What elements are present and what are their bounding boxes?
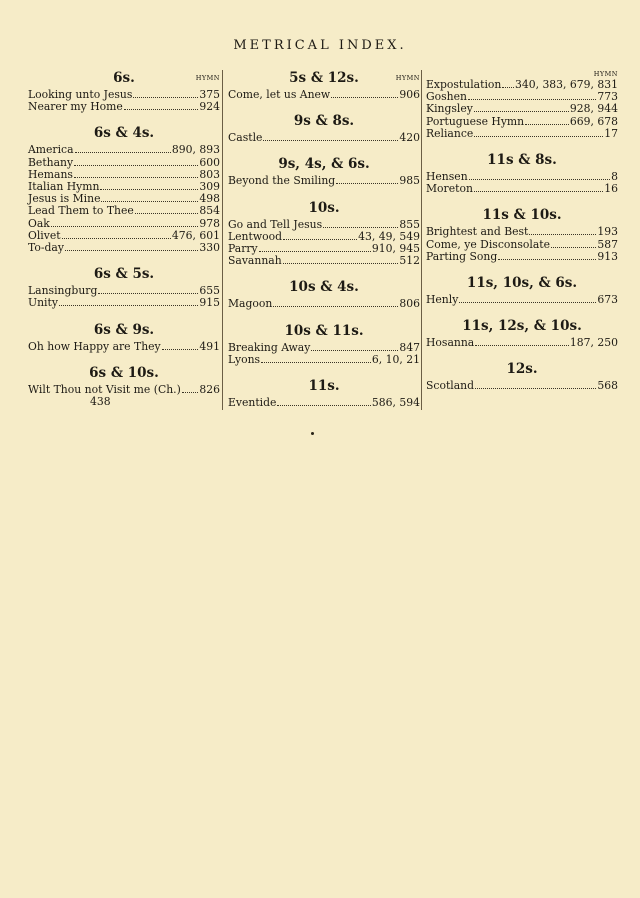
hymn-number: 913 <box>597 249 618 263</box>
hymn-number: 978 <box>199 216 220 230</box>
index-entry <box>228 219 420 231</box>
dot-leader <box>475 345 569 346</box>
hymn-number: 655 <box>199 284 220 298</box>
section-heading <box>426 361 618 377</box>
tune-name: Jesus is Mine <box>28 192 101 206</box>
dot-leader <box>74 165 198 166</box>
dot-leader <box>273 306 398 307</box>
dot-leader <box>261 362 371 363</box>
index-entry <box>426 128 618 140</box>
tune-name: Breaking Away <box>228 340 311 354</box>
dot-leader <box>474 136 603 137</box>
dot-leader <box>59 305 198 306</box>
hymn-number: 910, 945 <box>371 242 420 256</box>
dot-leader <box>529 234 596 235</box>
index-entry <box>228 255 420 267</box>
hymn-number: 600 <box>199 155 220 169</box>
page-title: METRICAL INDEX. <box>233 38 407 53</box>
hymn-number: 906 <box>399 88 420 101</box>
hymn-number: 568 <box>597 379 618 393</box>
tune-name: Parting Song <box>426 249 498 263</box>
dot-leader <box>469 179 610 180</box>
tune-name: Expostulation <box>426 78 502 91</box>
index-entry <box>426 251 618 263</box>
section-heading-text: 10s. <box>308 199 340 216</box>
tune-name: Moreton <box>426 182 473 196</box>
section-heading-text: 6s & 5s. <box>93 266 155 283</box>
tune-name: Unity <box>28 296 58 310</box>
index-column-1 <box>28 70 220 408</box>
section-heading <box>228 70 420 86</box>
hymn-number: 669, 678 <box>569 114 618 128</box>
dot-leader <box>277 405 370 406</box>
section-heading <box>28 125 220 141</box>
tune-name: Castle <box>228 131 263 145</box>
tune-name: Savannah <box>228 254 282 268</box>
section-heading-text: 5s & 12s. <box>289 70 359 86</box>
index-entry <box>28 218 220 230</box>
index-column-2 <box>228 70 420 409</box>
tune-name: Hensen <box>426 170 468 184</box>
section-heading <box>28 365 220 381</box>
index-entry <box>426 183 618 195</box>
dot-leader <box>62 238 171 239</box>
tune-name: America <box>28 143 74 157</box>
tune-name: Magoon <box>228 297 273 311</box>
section-heading-text: 6s & 10s. <box>89 364 159 381</box>
tune-name: Kingsley <box>426 102 473 116</box>
section-heading-text: 11s & 10s. <box>482 207 562 224</box>
dot-leader <box>311 350 398 351</box>
hymn-number: 806 <box>399 297 420 311</box>
dot-leader <box>259 251 371 252</box>
section-heading-text: 11s. <box>308 378 340 395</box>
hymn-number: 803 <box>199 167 220 181</box>
hymn-number: 8 <box>611 170 618 184</box>
hymn-number: 17 <box>604 126 618 140</box>
index-entry <box>28 297 220 309</box>
tune-name: Lyons <box>228 352 261 366</box>
tune-name: Henly <box>426 293 459 307</box>
tune-name: Lansingburg <box>28 284 98 298</box>
tune-name: Portuguese Hymn <box>426 114 525 128</box>
section-heading <box>228 279 420 295</box>
dot-leader <box>263 140 398 141</box>
dot-leader <box>498 259 596 260</box>
section-heading <box>228 113 420 129</box>
hymn-number: 43, 49, 549 <box>358 229 420 243</box>
index-entry <box>228 175 420 187</box>
section-heading <box>228 200 420 216</box>
hymn-number: 847 <box>399 340 420 354</box>
hymn-number: 985 <box>399 174 420 188</box>
dot-leader <box>98 293 198 294</box>
hymn-column-label: HYMN <box>593 70 618 78</box>
tune-name: To-day <box>28 241 64 255</box>
dot-leader <box>474 111 569 112</box>
dot-leader <box>51 226 199 227</box>
section-heading-text: 11s & 8s. <box>487 152 557 169</box>
tune-name: Italian Hymn <box>28 180 100 194</box>
page-number: 438 <box>90 395 111 409</box>
tune-name: Oh how Happy are They <box>28 339 161 353</box>
index-entry <box>426 226 618 238</box>
dot-leader <box>74 177 198 178</box>
tune-name: Oak <box>28 216 50 230</box>
hymn-column-label: HYMN <box>195 74 220 82</box>
section-heading-text: 6s. <box>113 70 135 86</box>
dot-leader <box>133 97 198 98</box>
hymn-number: 826 <box>199 382 220 396</box>
section-heading <box>426 275 618 291</box>
index-entry <box>28 144 220 156</box>
hymn-column-label: HYMN <box>395 74 420 82</box>
dot-leader <box>135 213 199 214</box>
printer-mark <box>311 432 314 435</box>
index-entry <box>426 337 618 349</box>
tune-name: Brightest and Best <box>426 225 529 239</box>
index-entry <box>28 205 220 217</box>
index-entry <box>228 354 420 366</box>
dot-leader <box>331 97 398 98</box>
index-entry <box>28 157 220 169</box>
hymn-number: 340, 383, 679, 831 <box>514 78 618 91</box>
index-entry <box>28 384 220 396</box>
hymn-number: 420 <box>399 131 420 145</box>
dot-leader <box>468 99 596 100</box>
tune-name: Come, let us Anew <box>228 88 331 101</box>
index-entry <box>228 298 420 310</box>
section-heading <box>426 318 618 334</box>
hymn-number: 773 <box>597 90 618 104</box>
hymn-number: 928, 944 <box>569 102 618 116</box>
hymn-number: 375 <box>199 88 220 101</box>
section-heading <box>426 70 618 76</box>
index-entry <box>28 341 220 353</box>
section-heading <box>426 152 618 168</box>
hymn-number: 309 <box>199 180 220 194</box>
hymn-number: 498 <box>199 192 220 206</box>
hymn-number: 476, 601 <box>171 228 220 242</box>
hymn-number: 924 <box>199 100 220 114</box>
dot-leader <box>283 263 399 264</box>
dot-leader <box>124 109 199 110</box>
dot-leader <box>336 183 398 184</box>
section-heading-text: 10s & 4s. <box>289 279 359 296</box>
index-entry <box>28 101 220 113</box>
section-heading <box>228 156 420 172</box>
index-entry <box>426 294 618 306</box>
section-heading <box>426 207 618 223</box>
dot-leader <box>474 191 603 192</box>
dot-leader <box>182 392 199 393</box>
tune-name: Lentwood <box>228 229 283 243</box>
index-entry <box>28 242 220 254</box>
index-entry <box>426 380 618 392</box>
hymn-number: 6, 10, 21 <box>371 352 420 366</box>
section-heading <box>228 378 420 394</box>
section-heading-text: 11s, 12s, & 10s. <box>462 318 582 335</box>
dot-leader <box>162 349 199 350</box>
dot-leader <box>101 201 198 202</box>
section-heading-text: 9s & 8s. <box>293 113 355 130</box>
index-entry <box>228 89 420 101</box>
hymn-number: 673 <box>597 293 618 307</box>
column-divider <box>222 70 223 410</box>
tune-name: Eventide <box>228 396 277 410</box>
hymn-number: 512 <box>399 254 420 268</box>
dot-leader <box>65 250 198 251</box>
column-divider <box>421 70 422 410</box>
section-heading <box>28 266 220 282</box>
section-heading <box>28 70 220 86</box>
section-heading-text: 9s, 4s, & 6s. <box>278 156 370 173</box>
hymn-number: 890, 893 <box>171 143 220 157</box>
hymn-number: 587 <box>597 237 618 251</box>
tune-name: Hosanna <box>426 336 475 350</box>
dot-leader <box>100 189 198 190</box>
tune-name: Reliance <box>426 126 474 140</box>
dot-leader <box>75 152 171 153</box>
dot-leader <box>459 302 596 303</box>
index-entry <box>228 132 420 144</box>
hymn-number: 330 <box>199 241 220 255</box>
section-heading-text: 6s & 4s. <box>93 125 155 142</box>
tune-name: Beyond the Smiling <box>228 174 336 188</box>
dot-leader <box>283 239 357 240</box>
section-heading <box>228 323 420 339</box>
tune-name: Lead Them to Thee <box>28 204 134 218</box>
index-entry <box>228 342 420 354</box>
dot-leader <box>502 87 514 88</box>
hymn-number: 855 <box>399 217 420 231</box>
dot-leader <box>323 227 398 228</box>
hymn-number: 193 <box>597 225 618 239</box>
hymn-number: 16 <box>604 182 618 196</box>
tune-name: Nearer my Home <box>28 100 123 114</box>
hymn-number: 187, 250 <box>569 336 618 350</box>
tune-name: Parry <box>228 242 258 256</box>
index-entry <box>426 116 618 128</box>
index-column-3 <box>426 70 618 393</box>
hymn-number: 915 <box>199 296 220 310</box>
dot-leader <box>525 124 569 125</box>
tune-name: Olivet <box>28 228 61 242</box>
tune-name: Looking unto Jesus <box>28 88 133 101</box>
tune-name: Scotland <box>426 379 475 393</box>
hymn-number: 491 <box>199 339 220 353</box>
section-heading-text: 11s, 10s, & 6s. <box>466 275 578 292</box>
hymn-number: 586, 594 <box>371 396 420 410</box>
hymn-number: 854 <box>199 204 220 218</box>
dot-leader <box>551 247 596 248</box>
tune-name: Bethany <box>28 155 74 169</box>
tune-name: Wilt Thou not Visit me (Ch.) <box>28 382 181 396</box>
section-heading-text: 10s & 11s. <box>284 322 364 339</box>
section-heading <box>28 322 220 338</box>
dot-leader <box>475 388 596 389</box>
index-entry <box>228 397 420 409</box>
tune-name: Goshen <box>426 90 467 104</box>
section-heading-text: 12s. <box>506 361 538 378</box>
index-entry <box>426 103 618 115</box>
tune-name: Come, ye Disconsolate <box>426 237 550 251</box>
section-heading-text: 6s & 9s. <box>93 321 155 338</box>
index-entry <box>426 239 618 251</box>
tune-name: Hemans <box>28 167 73 181</box>
tune-name: Go and Tell Jesus <box>228 217 323 231</box>
